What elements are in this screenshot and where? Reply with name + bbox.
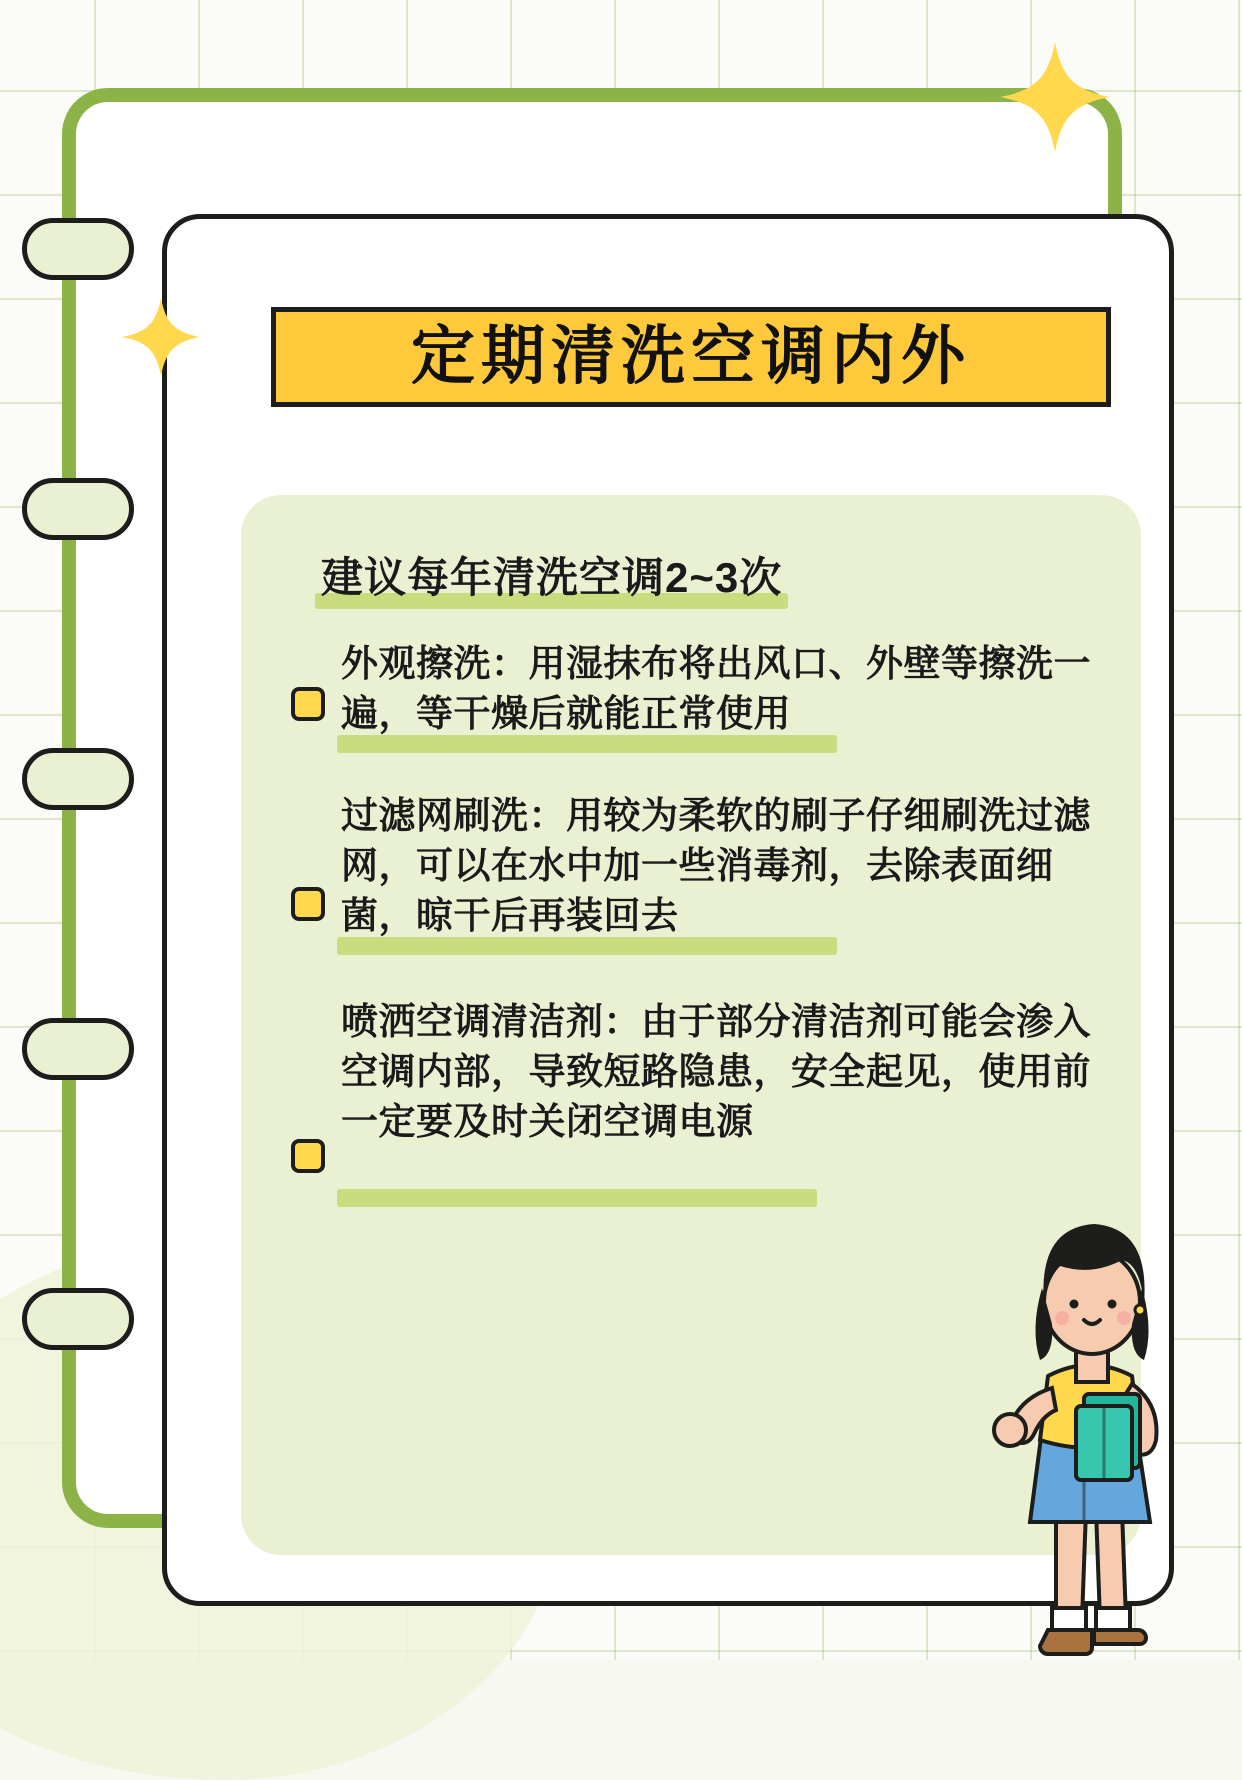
lead-statement-text: 建议每年清洗空调2~3次	[321, 554, 783, 601]
poster-card	[62, 88, 1122, 1528]
binder-ring	[22, 748, 134, 810]
sparkle-icon	[122, 298, 200, 376]
binder-ring	[22, 1288, 134, 1350]
lead-statement	[321, 545, 782, 605]
girl-with-book-illustration	[964, 1180, 1224, 1660]
poster-title-band	[271, 307, 1111, 407]
checkbox-icon[interactable]	[291, 1139, 325, 1173]
checkbox-icon[interactable]	[291, 887, 325, 921]
sparkle-icon	[1000, 42, 1110, 152]
binder-ring	[22, 478, 134, 540]
text-highlight	[337, 1189, 817, 1207]
checkbox-icon[interactable]	[291, 687, 325, 721]
page-title: 定期清洗空调内外	[411, 320, 971, 394]
binder-ring	[22, 218, 134, 280]
list-item-label: 外观擦洗：用湿抹布将出风口、外壁等擦洗一遍，等干燥后就能正常使用	[341, 643, 1091, 734]
list-item-label: 过滤网刷洗：用较为柔软的刷子仔细刷洗过滤网，可以在水中加一些消毒剂，去除表面细菌，晾干后再装回去	[341, 794, 1091, 936]
binder-ring	[22, 1018, 134, 1080]
list-item	[285, 639, 1097, 739]
list-item-label: 喷洒空调清洁剂：由于部分清洁剂可能会渗入空调内部，导致短路隐患，安全起见，使用前一定要及时关闭空调电源	[341, 1000, 1091, 1142]
list-item	[285, 791, 1097, 941]
list-item	[285, 997, 1097, 1147]
